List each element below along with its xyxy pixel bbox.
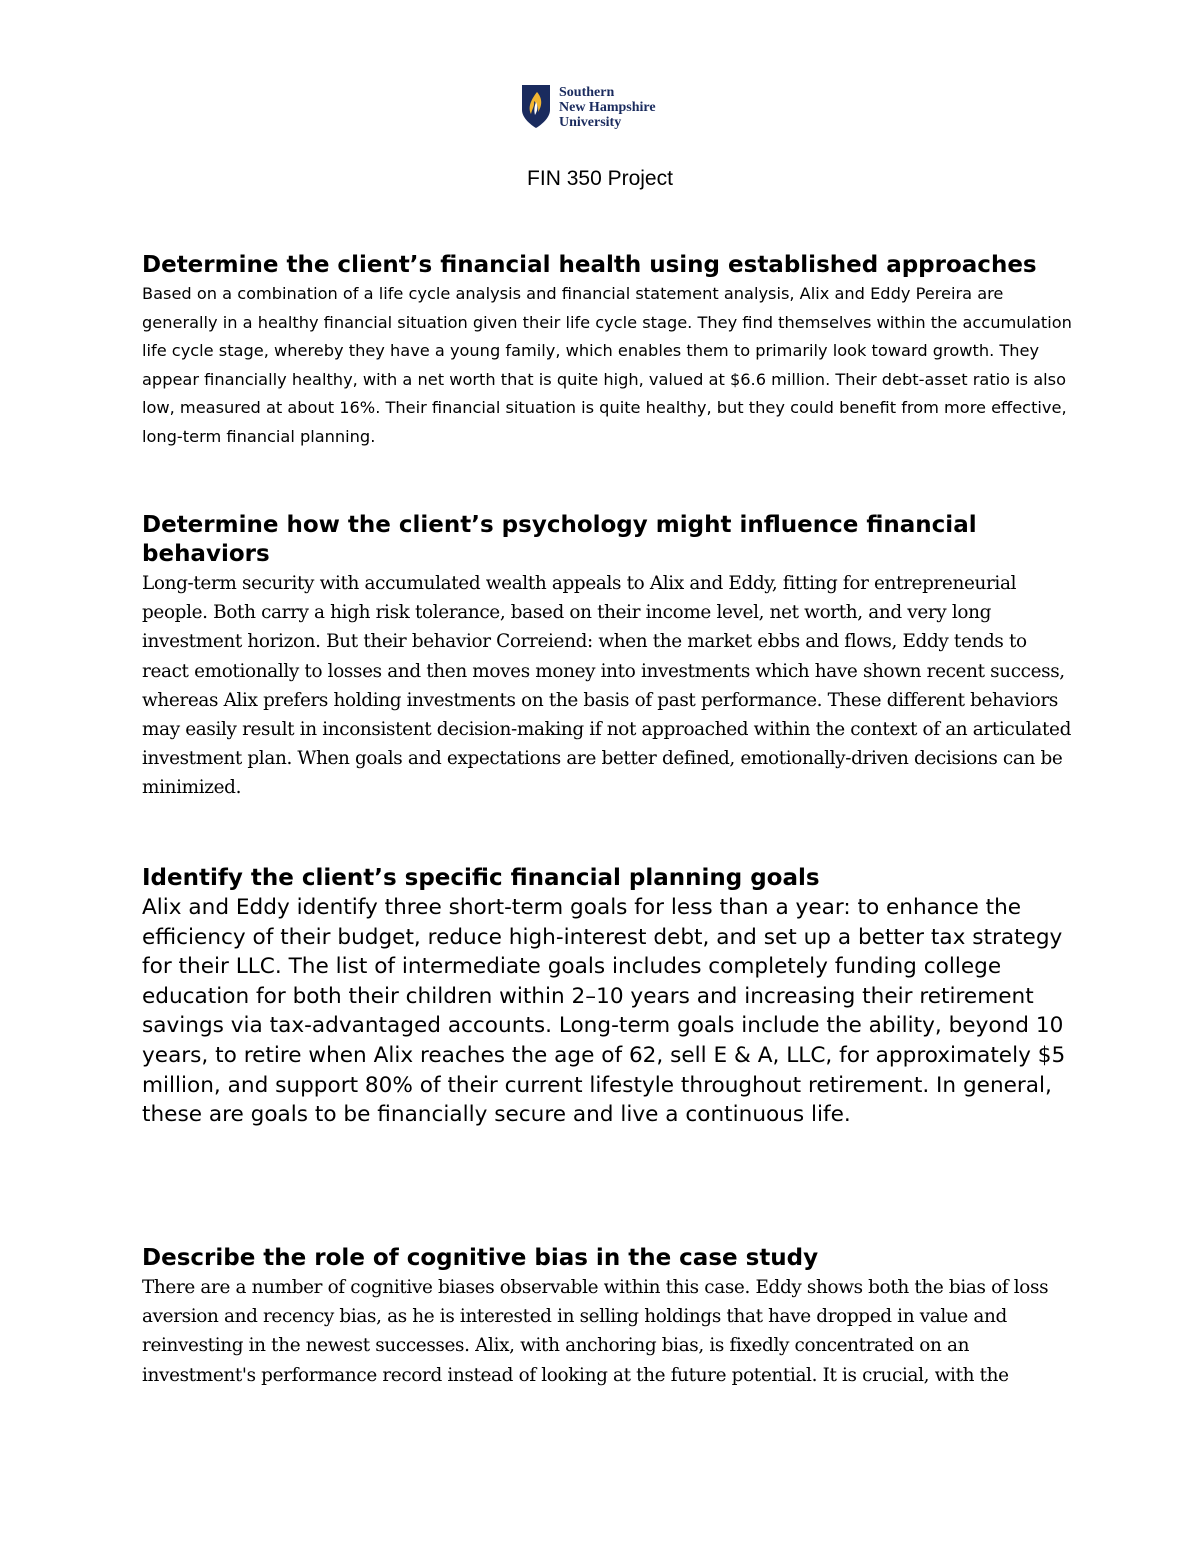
logo-line-2: New Hampshire: [559, 100, 656, 115]
logo-line-1: Southern: [559, 85, 615, 100]
section-cognitive-bias: [142, 1244, 1072, 1390]
section-financial-health: [142, 251, 1072, 452]
section-client-psychology: [142, 511, 1072, 803]
section-body: There are a number of cognitive biases observable within this case. Eddy shows both the bias of loss aversion and recency bias, as he is interested in selling holdings that have dropped in value and reinvesting in the newest successes. Alix, with anchoring bias, is fixedly concentrated on an investment's performance record instead of looking at the future potential. It is crucial, with the: [142, 1277, 1049, 1386]
section-body: Based on a combination of a life cycle analysis and financial statement analysis, Alix and Eddy Pereira are generally in a healthy financial situation given their life cycle stage. They find themselves within the accumulation life cycle stage, whereby they have a young family, which enables them to primarily look toward growth. They appear financially healthy, with a net worth that is quite high, valued at $6.6 million. Their debt-asset ratio is also low, measured at about 16%. Their financial situation is quite healthy, but they could benefit from more effective, long-term financial planning.: [142, 284, 1072, 446]
shield-flame-icon: [521, 84, 551, 129]
section-heading: Determine how the client’s psychology might influence financial behaviors: [142, 512, 977, 567]
section-planning-goals: [142, 864, 1072, 1130]
section-body: Long-term security with accumulated wealth appeals to Alix and Eddy, fitting for entrepreneurial people. Both carry a high risk tolerance, based on their income level, net worth, and very long investment horizon. But their behavior Correiend: when the market ebbs and flows, Eddy tends to react emotionally to losses and then moves money into investments which have shown recent success, whereas Alix prefers holding investments on the basis of past performance. These different behaviors may easily result in inconsistent decision-making if not approached within the context of an articulated investment plan. When goals and expectations are better defined, emotionally-driven decisions can be minimized.: [142, 573, 1072, 799]
logo-wordmark: [559, 84, 656, 130]
section-heading: Determine the client’s financial health using established approaches: [142, 252, 1037, 278]
document-title: FIN 350 Project: [527, 167, 673, 190]
university-logo: [521, 84, 701, 134]
logo-line-3: University: [559, 115, 622, 130]
section-heading: Identify the client’s specific financial planning goals: [142, 865, 820, 891]
section-heading: Describe the role of cognitive bias in the case study: [142, 1245, 819, 1271]
section-body: Alix and Eddy identify three short-term goals for less than a year: to enhance the efficiency of their budget, reduce high-interest debt, and set up a better tax strategy for their LLC. The list of intermediate goals includes completely funding college education for both their children within 2–10 years and increasing their retirement savings via tax-advantaged accounts. Long-term goals include the ability, beyond 10 years, to retire when Alix reaches the age of 62, sell E & A, LLC, for approximately $5 million, and support 80% of their current lifestyle throughout retirement. In general, these are goals to be financially secure and live a continuous life.: [142, 895, 1066, 1128]
